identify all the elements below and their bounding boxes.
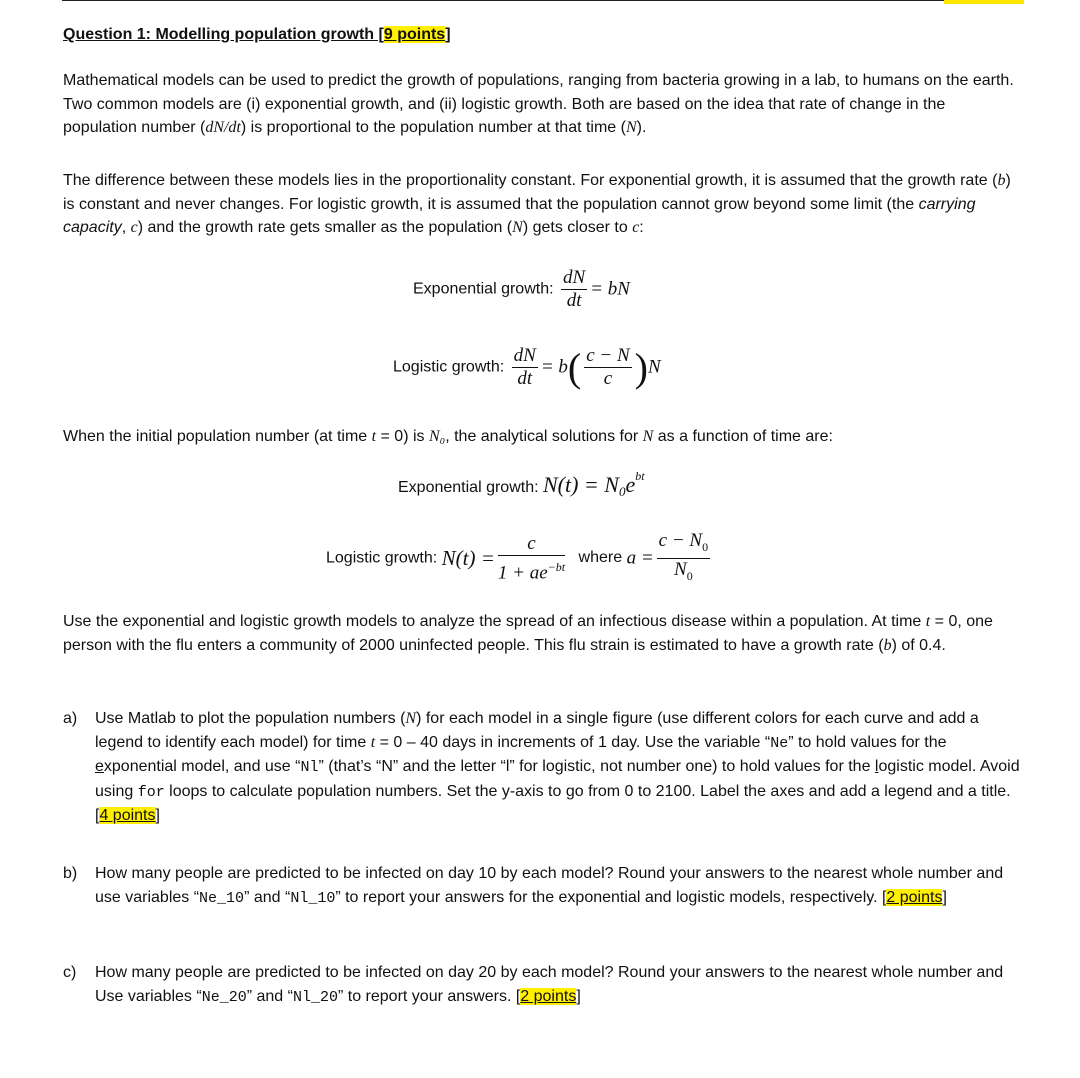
task-paragraph: Use the exponential and logistic growth models to analyze the spread of an infectious disease within a population. At time t = 0, one person with the flu enters a community of 2000 uninfected people. This flu strain is estimated to have a growth rate (b) of 0.4. xyxy=(63,613,993,654)
title-points: 9 points xyxy=(383,26,446,43)
solution-intro: When the initial population number (at time t = 0) is N₀, the analytical solutions for N as a function of time are: xyxy=(63,428,833,445)
log-growth-ode: Logistic growth: $\frac{dN}{dt}$ = b( $\frac{c - N}{c}$ )N xyxy=(393,345,661,390)
question-title xyxy=(63,26,451,44)
log-solution: Logistic growth: N(t) = $\frac{c}{1 + ae^{-bt}}$ where a = $\frac{c - N_0}{N_0}$ xyxy=(326,530,713,587)
log-solution-fraction: $\frac{c}{1 + ae^{-bt}}$ xyxy=(497,532,566,583)
title-suffix: ] xyxy=(445,26,451,43)
title-text: Question 1: Modelling population growth [ xyxy=(63,26,384,43)
points-badge: 2 points xyxy=(886,888,943,906)
exp-solution: Exponential growth: $N(t) = N_0e^{bt}$ xyxy=(398,468,645,500)
top-rule xyxy=(62,0,1024,1)
a-fraction: $\frac{c - N_0}{N_0}$ xyxy=(658,530,709,583)
log-label: Logistic growth: xyxy=(393,358,505,376)
exp-growth-ode: Exponential growth: $\frac{dN}{dt}$ = bN xyxy=(413,267,630,311)
intro-paragraph-1: Mathematical models can be used to predict the growth of populations, ranging from bacteria growing in a lab, to humans on the earth. Two common models are (i) exponential growth, and (ii) logistic growth. Both are based on the idea that rate of change in the population number (dN/dt) is proportional to the population number at that time (N). xyxy=(63,72,1014,136)
points-badge: 4 points xyxy=(99,807,156,824)
exp-label: Exponential growth: xyxy=(413,280,554,298)
points-badge: 2 points xyxy=(520,987,577,1005)
highlight-mark xyxy=(944,0,1024,4)
dN-dt-fraction: $\frac{dN}{dt}$ xyxy=(513,345,536,389)
intro-paragraph-2: The difference between these models lies in the proportionality constant. For exponential growth, it is assumed that the growth rate (b) is constant and never changes. For logistic growth, it is assumed that the population cannot grow beyond some limit (the carrying capacity, c) and the growth rate gets smaller as the population (N) gets closer to c: xyxy=(63,172,1011,236)
dN-dt-fraction: $\frac{dN}{dt}$ xyxy=(562,267,586,311)
c-minus-N-fraction: $\frac{c - N}{c}$ xyxy=(586,345,630,389)
